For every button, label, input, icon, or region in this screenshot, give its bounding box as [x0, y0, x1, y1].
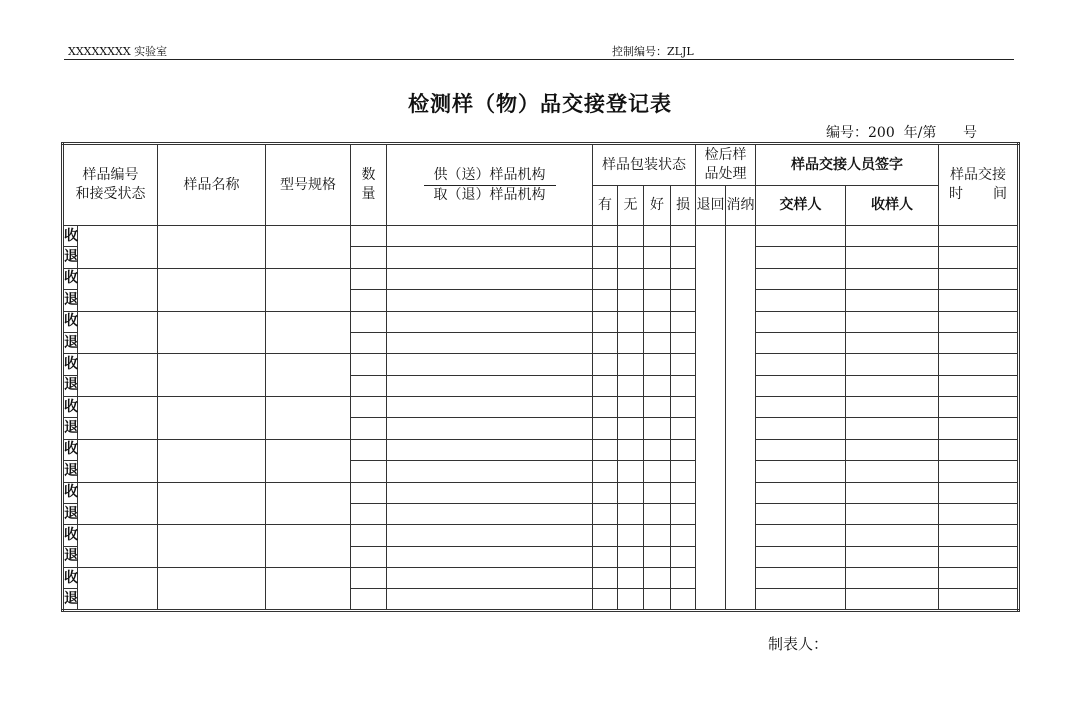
deliverer-sign-cell[interactable]: [756, 503, 846, 524]
sign-receiver: 收样人: [846, 186, 939, 226]
form-title: 检测样（物）品交接登记表: [408, 92, 672, 116]
receive-mark: 收: [63, 439, 78, 460]
pack-status-cell[interactable]: [644, 525, 671, 546]
deliverer-sign-cell[interactable]: [756, 397, 846, 418]
pack-status-cell[interactable]: [618, 332, 644, 353]
pack-status-cell[interactable]: [644, 503, 671, 524]
pack-status-cell[interactable]: [593, 226, 618, 247]
org-cell[interactable]: [387, 247, 593, 268]
sample-no-cell[interactable]: [78, 226, 158, 269]
pack-status-cell[interactable]: [618, 546, 644, 567]
receive-mark: 收: [63, 397, 78, 418]
pack-status-cell[interactable]: [671, 418, 696, 439]
header-org-send: 供（送）样品机构: [424, 166, 556, 186]
pack-status-cell[interactable]: [618, 568, 644, 589]
receiver-sign-cell[interactable]: [846, 268, 939, 289]
header-organization: [387, 144, 593, 226]
pack-status-cell[interactable]: [644, 589, 671, 611]
time-cell[interactable]: [939, 503, 1019, 524]
pack-status-cell[interactable]: [644, 247, 671, 268]
deliverer-sign-cell[interactable]: [756, 546, 846, 567]
pack-status-cell[interactable]: [671, 397, 696, 418]
pack-status-cell[interactable]: [593, 503, 618, 524]
pack-status-cell[interactable]: [671, 546, 696, 567]
pack-status-cell[interactable]: [671, 439, 696, 460]
header-control-number: 控制编号：ZLJL: [612, 45, 694, 58]
header-sample-no: 样品编号 和接受状态: [63, 144, 158, 226]
pack-status-cell[interactable]: [644, 354, 671, 375]
table-row: [63, 482, 1019, 503]
return-mark: 退: [63, 503, 78, 524]
pack-status-cell[interactable]: [618, 503, 644, 524]
return-mark: 退: [63, 546, 78, 567]
table-row: [63, 226, 1019, 247]
pack-status-cell[interactable]: [593, 525, 618, 546]
sample-no-cell[interactable]: [78, 268, 158, 311]
return-mark: 退: [63, 461, 78, 482]
return-mark: 退: [63, 375, 78, 396]
deliverer-sign-cell[interactable]: [756, 439, 846, 460]
sample-no-cell[interactable]: [78, 311, 158, 354]
deliverer-sign-cell[interactable]: [756, 332, 846, 353]
pack-status-cell[interactable]: [671, 290, 696, 311]
time-cell[interactable]: [939, 290, 1019, 311]
pack-status-cell[interactable]: [618, 418, 644, 439]
pack-status-cell[interactable]: [618, 226, 644, 247]
deliverer-sign-cell[interactable]: [756, 290, 846, 311]
return-mark: 退: [63, 247, 78, 268]
table-row: [63, 568, 1019, 589]
table-row: [63, 354, 1019, 375]
time-cell[interactable]: [939, 247, 1019, 268]
deliverer-sign-cell[interactable]: [756, 375, 846, 396]
time-cell[interactable]: [939, 461, 1019, 482]
quantity-cell[interactable]: [351, 461, 387, 482]
org-cell[interactable]: [387, 397, 593, 418]
receiver-sign-cell[interactable]: [846, 354, 939, 375]
org-cell[interactable]: [387, 268, 593, 289]
sign-deliverer: 交样人: [756, 186, 846, 226]
model-spec-cell[interactable]: [266, 482, 351, 525]
quantity-cell[interactable]: [351, 503, 387, 524]
deliverer-sign-cell[interactable]: [756, 311, 846, 332]
pack-status-cell[interactable]: [644, 375, 671, 396]
time-cell[interactable]: [939, 311, 1019, 332]
org-cell[interactable]: [387, 354, 593, 375]
pack-option-good: 好: [644, 186, 671, 226]
receiver-sign-cell[interactable]: [846, 226, 939, 247]
pack-status-cell[interactable]: [593, 568, 618, 589]
receive-mark: 收: [63, 268, 78, 289]
receive-mark: 收: [63, 354, 78, 375]
pack-status-cell[interactable]: [644, 482, 671, 503]
receiver-sign-cell[interactable]: [846, 332, 939, 353]
form-serial-number: 编号：200 年/第 号: [826, 125, 978, 141]
model-spec-cell[interactable]: [266, 397, 351, 440]
pack-status-cell[interactable]: [593, 461, 618, 482]
deliverer-sign-cell[interactable]: [756, 247, 846, 268]
time-cell[interactable]: [939, 568, 1019, 589]
time-cell[interactable]: [939, 482, 1019, 503]
pack-status-cell[interactable]: [593, 247, 618, 268]
deliverer-sign-cell[interactable]: [756, 461, 846, 482]
org-cell[interactable]: [387, 332, 593, 353]
pack-status-cell[interactable]: [593, 482, 618, 503]
quantity-cell[interactable]: [351, 247, 387, 268]
model-spec-cell[interactable]: [266, 268, 351, 311]
pack-status-cell[interactable]: [671, 568, 696, 589]
after-return-column[interactable]: [696, 226, 726, 611]
deliverer-sign-cell[interactable]: [756, 525, 846, 546]
time-cell[interactable]: [939, 226, 1019, 247]
receiver-sign-cell[interactable]: [846, 375, 939, 396]
org-cell[interactable]: [387, 525, 593, 546]
time-cell[interactable]: [939, 589, 1019, 611]
sample-no-cell[interactable]: [78, 397, 158, 440]
header-time: 样品交接 时 间: [939, 144, 1019, 226]
table-row: [63, 268, 1019, 289]
pack-status-cell[interactable]: [618, 375, 644, 396]
pack-status-cell[interactable]: [618, 439, 644, 460]
pack-status-cell[interactable]: [593, 375, 618, 396]
header-model-spec: 型号规格: [266, 144, 351, 226]
header-lab-name: XXXXXXXX 实验室: [68, 45, 168, 58]
pack-status-cell[interactable]: [671, 226, 696, 247]
sample-name-cell[interactable]: [158, 525, 266, 568]
deliverer-sign-cell[interactable]: [756, 482, 846, 503]
sample-name-cell[interactable]: [158, 397, 266, 440]
org-cell[interactable]: [387, 418, 593, 439]
sample-no-cell[interactable]: [78, 482, 158, 525]
time-cell[interactable]: [939, 332, 1019, 353]
header-rule: [64, 59, 1014, 60]
time-cell[interactable]: [939, 397, 1019, 418]
header-sample-name: 样品名称: [158, 144, 266, 226]
quantity-cell[interactable]: [351, 290, 387, 311]
pack-status-cell[interactable]: [644, 568, 671, 589]
time-cell[interactable]: [939, 546, 1019, 567]
pack-status-cell[interactable]: [593, 290, 618, 311]
org-cell[interactable]: [387, 546, 593, 567]
pack-status-cell[interactable]: [593, 418, 618, 439]
model-spec-cell[interactable]: [266, 525, 351, 568]
receiver-sign-cell[interactable]: [846, 439, 939, 460]
table-header-row-1: [63, 144, 1019, 186]
pack-status-cell[interactable]: [618, 247, 644, 268]
sample-name-cell[interactable]: [158, 311, 266, 354]
quantity-cell[interactable]: [351, 397, 387, 418]
model-spec-cell[interactable]: [266, 354, 351, 397]
deliverer-sign-cell[interactable]: [756, 418, 846, 439]
sample-name-cell[interactable]: [158, 268, 266, 311]
receive-mark: 收: [63, 311, 78, 332]
sample-no-cell[interactable]: [78, 525, 158, 568]
quantity-cell[interactable]: [351, 311, 387, 332]
sample-name-cell[interactable]: [158, 226, 266, 269]
pack-status-cell[interactable]: [644, 332, 671, 353]
quantity-cell[interactable]: [351, 268, 387, 289]
time-cell[interactable]: [939, 525, 1019, 546]
sample-name-cell[interactable]: [158, 568, 266, 611]
quantity-cell[interactable]: [351, 546, 387, 567]
pack-status-cell[interactable]: [618, 397, 644, 418]
pack-status-cell[interactable]: [644, 226, 671, 247]
time-cell[interactable]: [939, 268, 1019, 289]
header-signature: 样品交接人员签字: [756, 144, 939, 186]
pack-status-cell[interactable]: [671, 332, 696, 353]
pack-status-cell[interactable]: [644, 290, 671, 311]
org-cell[interactable]: [387, 589, 593, 611]
receiver-sign-cell[interactable]: [846, 568, 939, 589]
pack-status-cell[interactable]: [671, 503, 696, 524]
header-org-take: 取（退）样品机构: [433, 186, 546, 203]
receive-mark: 收: [63, 525, 78, 546]
quantity-cell[interactable]: [351, 589, 387, 611]
pack-status-cell[interactable]: [671, 461, 696, 482]
receiver-sign-cell[interactable]: [846, 418, 939, 439]
pack-status-cell[interactable]: [644, 418, 671, 439]
org-cell[interactable]: [387, 439, 593, 460]
sample-no-cell[interactable]: [78, 439, 158, 482]
model-spec-cell[interactable]: [266, 226, 351, 269]
pack-status-cell[interactable]: [593, 397, 618, 418]
time-cell[interactable]: [939, 354, 1019, 375]
pack-status-cell[interactable]: [644, 311, 671, 332]
pack-status-cell[interactable]: [593, 332, 618, 353]
pack-status-cell[interactable]: [671, 268, 696, 289]
pack-status-cell[interactable]: [644, 397, 671, 418]
pack-status-cell[interactable]: [593, 268, 618, 289]
pack-status-cell[interactable]: [671, 375, 696, 396]
pack-status-cell[interactable]: [593, 589, 618, 611]
pack-status-cell[interactable]: [671, 247, 696, 268]
time-cell[interactable]: [939, 418, 1019, 439]
after-dispose-column[interactable]: [726, 226, 756, 611]
model-spec-cell[interactable]: [266, 311, 351, 354]
deliverer-sign-cell[interactable]: [756, 268, 846, 289]
pack-status-cell[interactable]: [618, 525, 644, 546]
pack-status-cell[interactable]: [671, 589, 696, 611]
pack-status-cell[interactable]: [644, 546, 671, 567]
quantity-cell[interactable]: [351, 375, 387, 396]
header-pack-status: 样品包装状态: [593, 144, 696, 186]
deliverer-sign-cell[interactable]: [756, 568, 846, 589]
table-row: [63, 311, 1019, 332]
return-mark: 退: [63, 418, 78, 439]
deliverer-sign-cell[interactable]: [756, 589, 846, 611]
pack-option-have: 有: [593, 186, 618, 226]
receiver-sign-cell[interactable]: [846, 503, 939, 524]
quantity-cell[interactable]: [351, 332, 387, 353]
time-cell[interactable]: [939, 375, 1019, 396]
receiver-sign-cell[interactable]: [846, 247, 939, 268]
pack-status-cell[interactable]: [618, 268, 644, 289]
pack-status-cell[interactable]: [671, 525, 696, 546]
receiver-sign-cell[interactable]: [846, 482, 939, 503]
header-quantity: 数 量: [351, 144, 387, 226]
footer-preparer: 制表人：: [768, 635, 829, 653]
org-cell[interactable]: [387, 461, 593, 482]
pack-option-damaged: 损: [671, 186, 696, 226]
quantity-cell[interactable]: [351, 568, 387, 589]
time-cell[interactable]: [939, 439, 1019, 460]
org-cell[interactable]: [387, 568, 593, 589]
receiver-sign-cell[interactable]: [846, 290, 939, 311]
pack-status-cell[interactable]: [644, 461, 671, 482]
model-spec-cell[interactable]: [266, 439, 351, 482]
pack-status-cell[interactable]: [593, 311, 618, 332]
pack-status-cell[interactable]: [671, 482, 696, 503]
receiver-sign-cell[interactable]: [846, 311, 939, 332]
org-cell[interactable]: [387, 375, 593, 396]
quantity-cell[interactable]: [351, 226, 387, 247]
receiver-sign-cell[interactable]: [846, 461, 939, 482]
return-mark: 退: [63, 589, 78, 611]
pack-option-none: 无: [618, 186, 644, 226]
quantity-cell[interactable]: [351, 439, 387, 460]
receiver-sign-cell[interactable]: [846, 589, 939, 611]
table-row: [63, 525, 1019, 546]
receive-mark: 收: [63, 226, 78, 247]
pack-status-cell[interactable]: [593, 546, 618, 567]
pack-status-cell[interactable]: [671, 311, 696, 332]
sample-name-cell[interactable]: [158, 482, 266, 525]
receiver-sign-cell[interactable]: [846, 525, 939, 546]
registration-table: [61, 142, 1020, 612]
pack-status-cell[interactable]: [644, 439, 671, 460]
receive-mark: 收: [63, 568, 78, 589]
pack-status-cell[interactable]: [618, 311, 644, 332]
quantity-cell[interactable]: [351, 482, 387, 503]
sample-name-cell[interactable]: [158, 354, 266, 397]
org-cell[interactable]: [387, 226, 593, 247]
org-cell[interactable]: [387, 503, 593, 524]
org-cell[interactable]: [387, 482, 593, 503]
header-after-test: 检后样 品处理: [696, 144, 756, 186]
sample-no-cell[interactable]: [78, 354, 158, 397]
after-option-return: 退回: [696, 186, 726, 226]
pack-status-cell[interactable]: [618, 290, 644, 311]
org-cell[interactable]: [387, 311, 593, 332]
quantity-cell[interactable]: [351, 354, 387, 375]
table-row: [63, 397, 1019, 418]
org-cell[interactable]: [387, 290, 593, 311]
table-body: [63, 226, 1019, 611]
deliverer-sign-cell[interactable]: [756, 354, 846, 375]
return-mark: 退: [63, 290, 78, 311]
model-spec-cell[interactable]: [266, 568, 351, 611]
return-mark: 退: [63, 332, 78, 353]
after-option-dispose: 消纳: [726, 186, 756, 226]
sample-name-cell[interactable]: [158, 439, 266, 482]
pack-status-cell[interactable]: [618, 461, 644, 482]
receiver-sign-cell[interactable]: [846, 546, 939, 567]
receive-mark: 收: [63, 482, 78, 503]
pack-status-cell[interactable]: [618, 482, 644, 503]
pack-status-cell[interactable]: [618, 589, 644, 611]
sample-no-cell[interactable]: [78, 568, 158, 611]
pack-status-cell[interactable]: [644, 268, 671, 289]
pack-status-cell[interactable]: [593, 354, 618, 375]
pack-status-cell[interactable]: [671, 354, 696, 375]
deliverer-sign-cell[interactable]: [756, 226, 846, 247]
quantity-cell[interactable]: [351, 525, 387, 546]
quantity-cell[interactable]: [351, 418, 387, 439]
receiver-sign-cell[interactable]: [846, 397, 939, 418]
table-row: [63, 439, 1019, 460]
pack-status-cell[interactable]: [593, 439, 618, 460]
pack-status-cell[interactable]: [618, 354, 644, 375]
